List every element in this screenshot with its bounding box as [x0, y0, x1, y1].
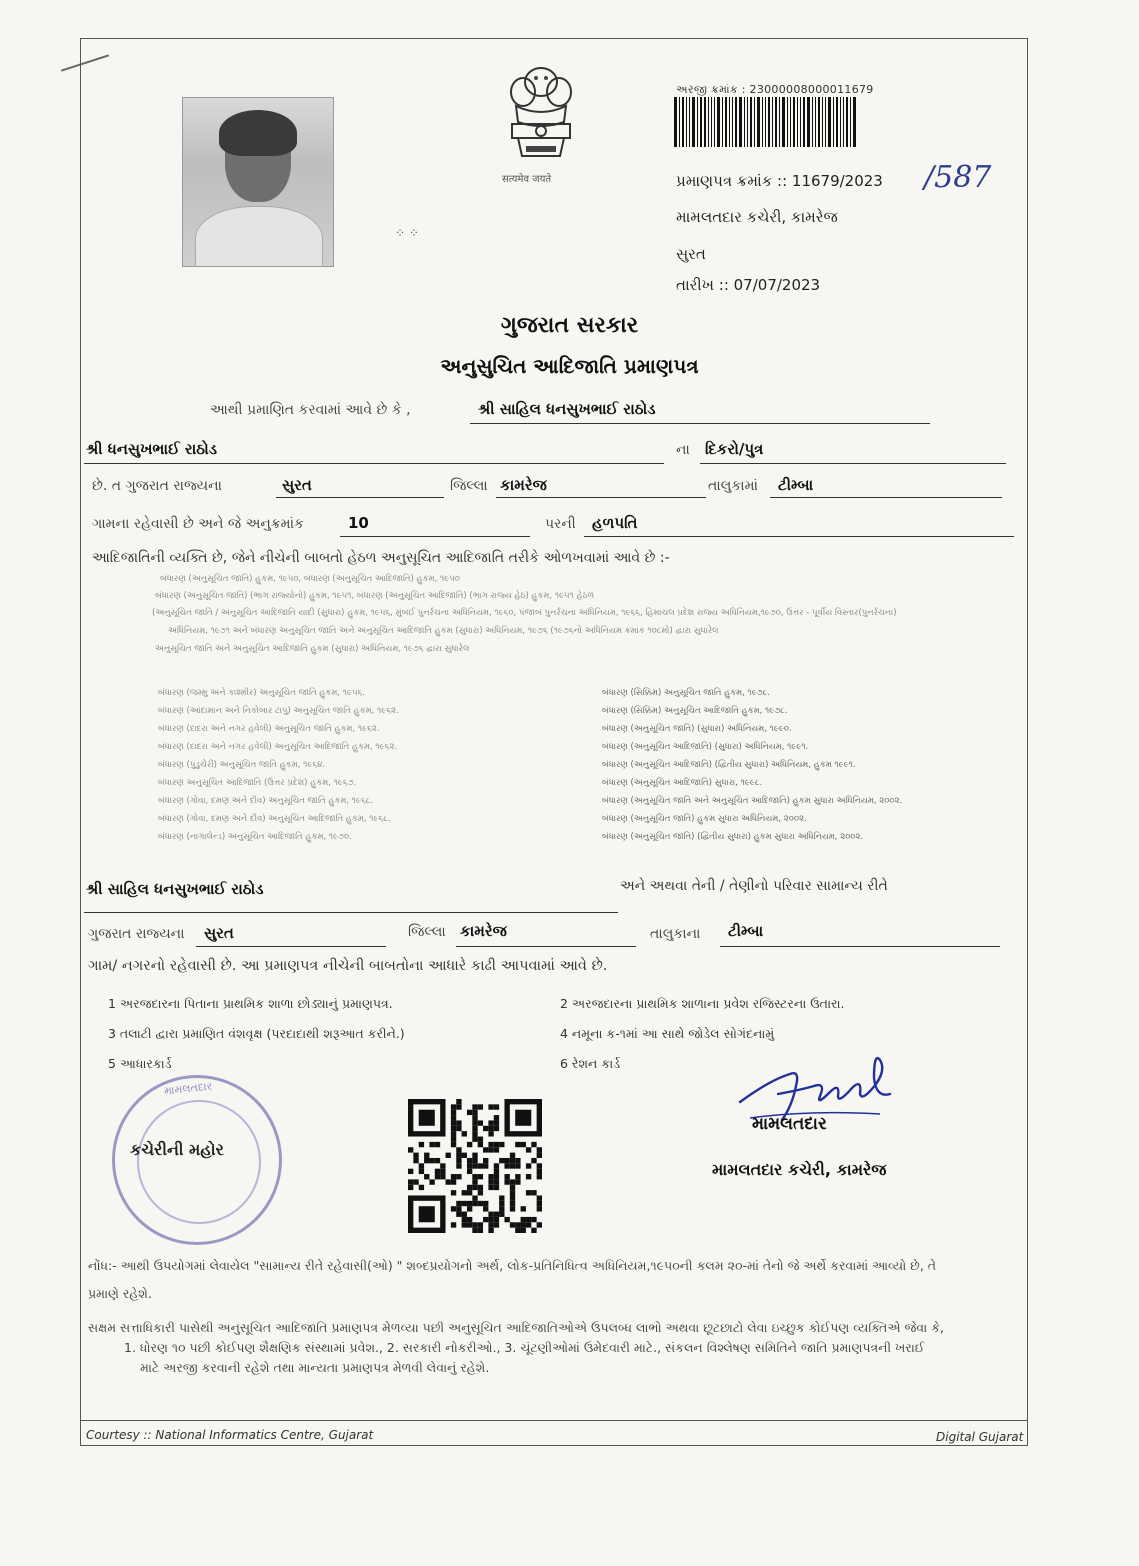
family-district-label: જિલ્લા — [408, 924, 446, 940]
of-label: ના — [676, 442, 690, 458]
family-village: ટીમ્બા — [728, 922, 764, 940]
order-right: બંધારણ (સિક્કિમ) અનુસૂચિત આદિજાતિ હુકમ, ૧૯૭૮. — [602, 706, 788, 716]
state-label: છે. ત ગુજરાત રાજ્યના — [92, 478, 222, 494]
order-line: અધિનિયમ, ૧૯૭૧ અને બંધારણ અનુસૂચિત જાતિ અને અનુસૂચિત આદિજાતિ હુકમ (સુધારા) અધિનિયમ, ૧૯૭૬ (૧૯૭૬નો અધિનિયમ ક્રમાંક ૧૦૮મો) દ્વારા સુધારેલ — [168, 626, 719, 636]
document-item: 1 અરજદારના પિતાના પ્રાથમિક શાળા છોડ્યાનું પ્રમાણપત્ર. — [108, 996, 393, 1011]
resident-label: ગામના રહેવાસી છે અને જે અનુક્રમાંક — [92, 516, 304, 532]
order-right: બંધારણ (અનુસૂચિત જાતિ અને અનુસૂચિત આદિજાતિ) હુકમ સુધારા અધિનિયમ, ૨૦૦૨. — [602, 796, 903, 806]
family-taluka-label: તાલુકાના — [650, 926, 701, 942]
emblem-motto: सत्यमेव जयते — [502, 174, 552, 185]
order-right: બંધારણ (અનુસૂચિત આદિજાતિ) સુધારા, ૧૯૯૮. — [602, 778, 763, 788]
order-right: બંધારણ (અનુસૂચિત આદિજાતિ) (દ્વિતીય સુધારા) અધિનિયમ, હુકમ ૧૯૯૧. — [602, 760, 856, 770]
order-left: બંધારણ (ગોવા, દમણ અને દીવ) અનુસૂચિત આદિજાતિ હુકમ, ૧૯૬૮. — [158, 814, 391, 824]
courtesy-text: Courtesy :: National Informatics Centre, Gujarat — [86, 1428, 374, 1442]
family-applicant-name: શ્રી સાહિલ ધનસુખભાઈ રાઠોડ — [86, 880, 264, 898]
application-number: અરજી ક્રમાંક : 23000008000011679 — [676, 83, 874, 96]
family-state-label: ગુજરાત રાજ્યના — [88, 926, 185, 942]
signatory-title: મામલતદાર — [752, 1114, 827, 1134]
family-text: અને અથવા તેની / તેણીનો પરિવાર સામાન્ય રીતે — [620, 878, 888, 894]
order-left: બંધારણ (નાગાલેન્ડ) અનુસૂચિત આદિજાતિ હુકમ, ૧૯૭૦. — [158, 832, 352, 842]
family-district: સુરત — [204, 924, 234, 942]
order-right: બંધારણ (સિક્કિમ) અનુસૂચિત જાતિ હુકમ, ૧૯૭૮. — [602, 688, 771, 698]
taluka-value: કામરેજ — [500, 476, 547, 494]
office-city: સુરત — [676, 245, 706, 263]
applicant-name: શ્રી સાહિલ ધનસુખભાઈ રાઠોડ — [478, 400, 656, 418]
document-item: 2 અરજદારના પ્રાથમિક શાળાના પ્રવેશ રજિસ્ટરના ઉતારા. — [560, 996, 845, 1011]
document-item: 3 તલાટી દ્વારા પ્રમાણિત વંશવૃક્ષ (પરદાદાથી શરૂઆત કરીને.) — [108, 1026, 405, 1041]
order-line: બંધારણ (અનુસૂચિત જાતિ) હુકમ, ૧૯૫૦, બંધારણ (અનુસૂચિત આદિજાતિ) હુકમ, ૧૯૫૦ — [160, 574, 460, 584]
certificate-title: અનુસુચિત આદિજાતિ પ્રમાણપત્ર — [440, 354, 699, 378]
order-left: બંધારણ (દાદરા અને નગર હવેલી) અનુસૂચિત આદિજાતિ હુકમ, ૧૯૬૨. — [158, 742, 398, 752]
note-3: 1. ધોરણ ૧૦ પછી કોઈપણ શૈક્ષણિક સંસ્થામાં પ્રવેશ., 2. સરકારી નોકરીઓ., 3. ચૂંટણીઓમાં ઉમેદવારી માટે., સંકલન વિશ્લેષણ સમિતિને જાતિ પ્રમાણપત્રની ખરાઈ — [124, 1340, 925, 1355]
order-right: બંધારણ (અનુસૂચિત જાતિ) (સુધારા) અધિનિયમ, ૧૯૯૦. — [602, 724, 792, 734]
relation: દિકરો/પુત્ર — [705, 440, 764, 458]
seal-label: કચેરીની મહોર — [130, 1140, 224, 1159]
order-left: બંધારણ અનુસૂચિત આદિજાતિ (ઉત્તર પ્રદેશ) હુકમ, ૧૯૬૭. — [158, 778, 357, 788]
note-4: માટે અરજી કરવાની રહેશે તથા માન્યતા પ્રમાણપત્ર મેળવી લેવાનું રહેશે. — [140, 1360, 490, 1375]
father-name: શ્રી ધનસુખભાઈ રાઠોડ — [86, 440, 218, 458]
document-item: 5 આધારકાર્ડ — [108, 1056, 172, 1071]
order-line: બંધારણ (અનુસૂચિત જાતિ) (ભાગ રાજ્યોનો) હુકમ, ૧૯૫૧, બંધારણ (અનુસૂચિત આદિજાતિ) (ભાગ રાજ્ય હેઠ) હુકમ, ૧૯૫૧ હેઠળ — [155, 591, 595, 601]
order-left: બંધારણ (આંદામાન અને નિકોબાર ટાપુ) અનુસૂચિત જાતિ હુકમ, ૧૯૬૨. — [158, 706, 399, 716]
signatory-office: મામલતદાર કચેરી, કામરેજ — [712, 1160, 887, 1179]
office-name: મામલતદાર કચેરી, કામરેજ — [676, 208, 838, 226]
national-emblem-icon — [498, 60, 584, 168]
qr-code — [408, 1099, 542, 1233]
order-right: બંધારણ (અનુસૂચિત જાતિ) હુકમ સુધારા અધિનિયમ, ૨૦૦૨. — [602, 814, 807, 824]
stray-marks: ⁘ ⁘ — [395, 226, 419, 240]
village-value: ટીમ્બા — [778, 476, 814, 494]
barcode — [674, 97, 886, 147]
note-2: સક્ષમ સત્તાધિકારી પાસેથી અનુસૂચિત આદિજાતિ પ્રમાણપત્ર મેળવ્યા પછી અનુસૂચિત આદિજાતિઓએ ઉપલબ્ધ લાભો અથવા છૂટછાટો લેવા ઇચ્છુક કોઈપણ વ્યક્તિએ જેવા કે, — [88, 1320, 944, 1335]
order-left: બંધારણ (દાદરા અને નગર હવેલી) અનુસૂચિત જાતિ હુકમ, ૧૯૬૨. — [158, 724, 380, 734]
order-left: બંધારણ (જમ્મુ અને કાશ્મીર) અનુસૂચિત જાતિ હુકમ, ૧૯૫૬. — [158, 688, 366, 698]
note-1: નોંધ:- આથી ઉપયોગમાં લેવાયેલ "સામાન્ય રીતે રહેવાસી(ઓ) " શબ્દપ્રયોગનો અર્થ, લોક-પ્રતિનિધિત્વ અધિનિયમ,૧૯૫૦ની કલમ ૨૦-માં તેનો જે અર્થે કરવામાં આવ્યો છે, તે — [88, 1258, 937, 1273]
order-left: બંધારણ (પુડુચેરી) અનુસૂચિત જાતિ હુકમ, ૧૯૬૪. — [158, 760, 326, 770]
handwritten-number: /587 — [924, 160, 992, 195]
order-line: અનુસૂચિત જાતિ અને અનુસૂચિત આદિજાતિ હુકમ (સુધારા) અધિનિયમ, ૧૯૭૬ દ્વારા સુધારેલ — [155, 644, 470, 654]
district-label: જિલ્લા — [450, 478, 488, 494]
taluka-label: તાલુકામાં — [708, 478, 758, 494]
tribe-name: હળપતિ — [592, 514, 638, 532]
seal-rim-text: મામલતદાર — [163, 1079, 213, 1098]
serial-number: 10 — [348, 514, 369, 532]
certificate-number: પ્રમાણપત્ર ક્રમાંક :: 11679/2023 — [676, 172, 883, 190]
family-taluka: કામરેજ — [460, 922, 507, 940]
recognition-text: આદિજાતિની વ્યક્તિ છે, જેને નીચેની બાબતો હેઠળ અનુસૂચિત આદિજાતિ તરીકે ઓળખવામાં આવે છે :- — [92, 550, 670, 566]
order-right: બંધારણ (અનુસૂચિત આદિજાતિ) (સુધારા) અધિનિયમ, ૧૯૯૧. — [602, 742, 809, 752]
district-value: સુરત — [282, 476, 312, 494]
office-seal — [112, 1075, 282, 1245]
order-left: બંધારણ (ગોવા, દમણ અને દીવ) અનુસૂચિત જાતિ હુકમ, ૧૯૬૮. — [158, 796, 374, 806]
intro-text: આથી પ્રમાણિત કરવામાં આવે છે કે , — [210, 402, 411, 418]
basis-text: ગામ/ નગરનો રહેવાસી છે. આ પ્રમાણપત્ર નીચેની બાબતોના આધારે કાઢી આપવામાં આવે છે. — [88, 958, 608, 974]
order-right: બંધારણ (અનુસૂચિત જાતિ) (દ્વિતીય સુધારા) હુકમ સુધારા અધિનિયમ, ૨૦૦૨. — [602, 832, 864, 842]
document-item: 6 રેશન કાર્ડ — [560, 1056, 621, 1071]
applicant-photo — [182, 97, 334, 267]
note-1b: પ્રમાણે રહેશે. — [88, 1286, 152, 1301]
issue-date: તારીખ :: 07/07/2023 — [676, 276, 821, 294]
government-title: ગુજરાત સરકાર — [500, 313, 639, 338]
order-line: (અનુસૂચિત જાતિ / અનુસૂચિત આદિજાતિ યાદી (સુધારા) હુકમ, ૧૯૫૬, મુંબઈ પુનર્રચના અધિનિયમ, ૧૯૬૦, પંજાબ પુનર્રચના અધિનિયમ, ૧૯૬૬, હિમાચલ પ્રદેશ રાજ્ય અધિનિયમ,૧૯૭૦, ઉત્તર - પૂર્વીય વિસ્તાર(પુનર્રચના) — [152, 608, 897, 618]
document-item: 4 નમૂના ક-૧માં આ સાથે જોડેલ સોગંદનામું — [560, 1026, 775, 1041]
digital-gujarat-text: Digital Gujarat — [936, 1430, 1024, 1444]
on-label: પરની — [545, 516, 576, 532]
